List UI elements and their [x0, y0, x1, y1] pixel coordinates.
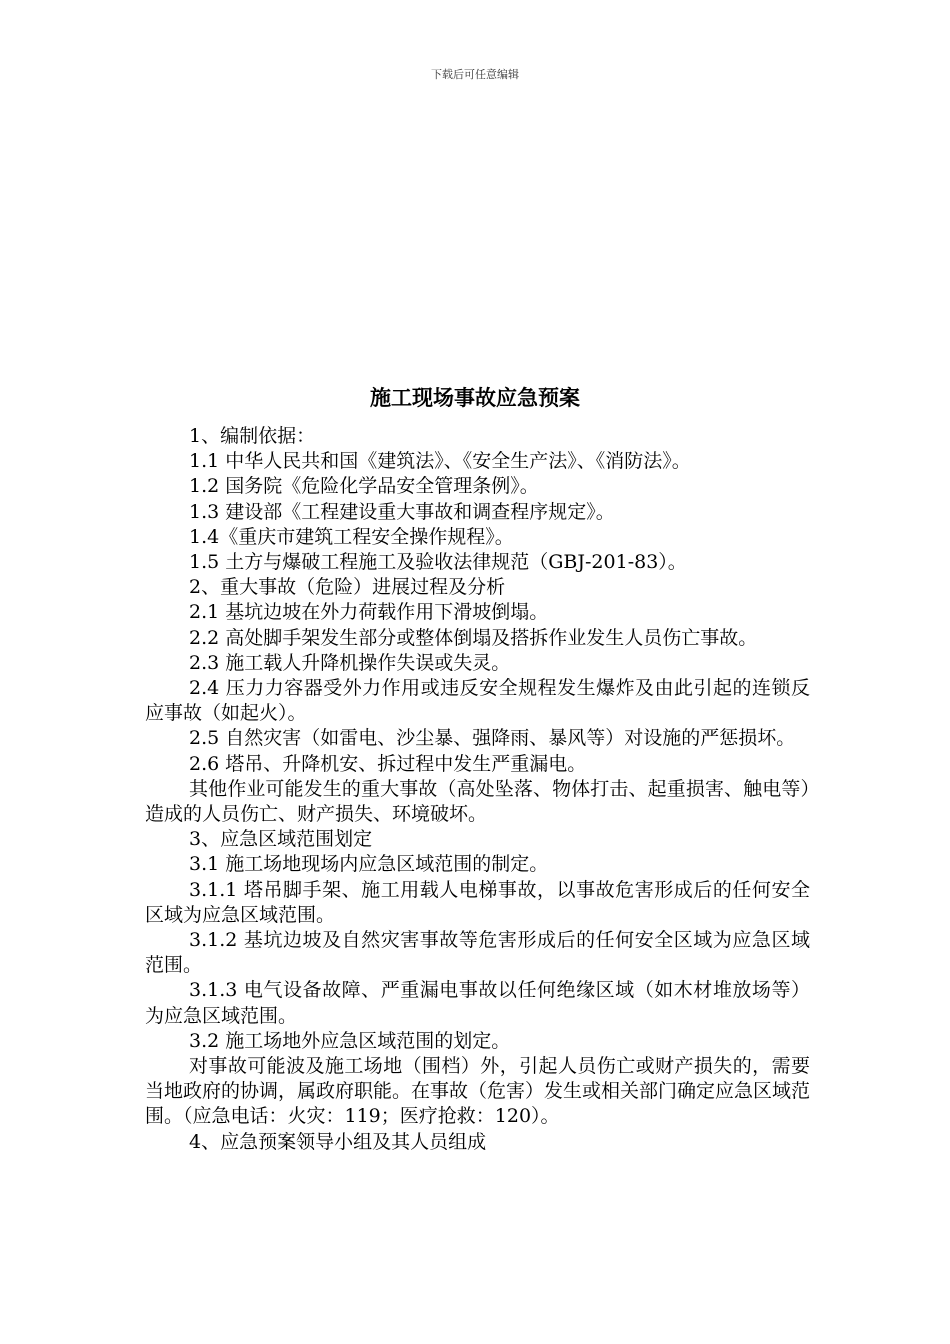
paragraph-1-4: 1.4《重庆市建筑工程安全操作规程》。 [189, 525, 514, 548]
paragraph-3-1-2: 3.1.2 基坑边坡及自然灾害事故等危害形成后的任何安全区域为应急区域范围。 [145, 929, 810, 977]
paragraph-2-1: 2.1 基坑边坡在外力荷载作用下滑坡倒塌。 [189, 601, 549, 624]
paragraph-2-5: 2.5 自然灾害（如雷电、沙尘暴、强降雨、暴风等）对设施的严惩损坏。 [189, 727, 796, 750]
paragraph-2-2: 2.2 高处脚手架发生部分或整体倒塌及搭拆作业发生人员伤亡事故。 [189, 626, 758, 649]
paragraph-3-1-1: 3.1.1 塔吊脚手架、施工用载人电梯事故，以事故危害形成后的任何安全区域为应急区域范围。 [145, 878, 810, 926]
page-header-note: 下载后可任意编辑 [431, 68, 519, 81]
document-body [145, 424, 810, 1155]
paragraph-1-2: 1.2 国务院《危险化学品安全管理条例》。 [189, 475, 539, 498]
paragraph-offsite-area: 对事故可能波及施工场地（围档）外，引起人员伤亡或财产损失的，需要当地政府的协调，属政府职能。在事故（危害）发生或相关部门确定应急区域范围。（应急电话：火灾：119；医疗抢救：120）。 [145, 1055, 811, 1128]
paragraph-1-1: 1.1 中华人民共和国《建筑法》、《安全生产法》、《消防法》。 [189, 450, 691, 473]
paragraph-3-2: 3.2 施工场地外应急区域范围的划定。 [189, 1029, 511, 1052]
document-title: 施工现场事故应急预案 [370, 385, 580, 410]
paragraph-2-3: 2.3 施工载人升降机操作失误或失灵。 [189, 651, 511, 674]
paragraph-area-heading: 3、应急区域范围划定 [189, 828, 373, 851]
paragraph-2-4: 2.4 压力力容器受外力作用或违反安全规程发生爆炸及由此引起的连锁反应事故（如起火）。 [145, 677, 810, 725]
paragraph-basis-heading: 1、编制依据： [189, 425, 316, 447]
paragraph-1-3: 1.3 建设部《工程建设重大事故和调查程序规定》。 [189, 500, 615, 523]
paragraph-other-accidents: 其他作业可能发生的重大事故（高处坠落、物体打击、起重损害、触电等）造成的人员伤亡、财产损失、环境破坏。 [145, 777, 810, 826]
paragraph-accident-heading: 2、重大事故（危险）进展过程及分析 [189, 576, 506, 599]
paragraph-3-1-3: 3.1.3 电气设备故障、严重漏电事故以任何绝缘区域（如木材堆放场等）为应急区域范围。 [145, 979, 810, 1027]
paragraph-2-6: 2.6 塔吊、升降机安、拆过程中发生严重漏电。 [189, 752, 587, 775]
paragraph-3-1: 3.1 施工场地现场内应急区域范围的制定。 [189, 853, 549, 876]
paragraph-1-5: 1.5 土方与爆破工程施工及验收法律规范（GBJ-201-83）。 [189, 551, 687, 574]
paragraph-leadership-heading: 4、应急预案领导小组及其人员组成 [189, 1130, 487, 1153]
